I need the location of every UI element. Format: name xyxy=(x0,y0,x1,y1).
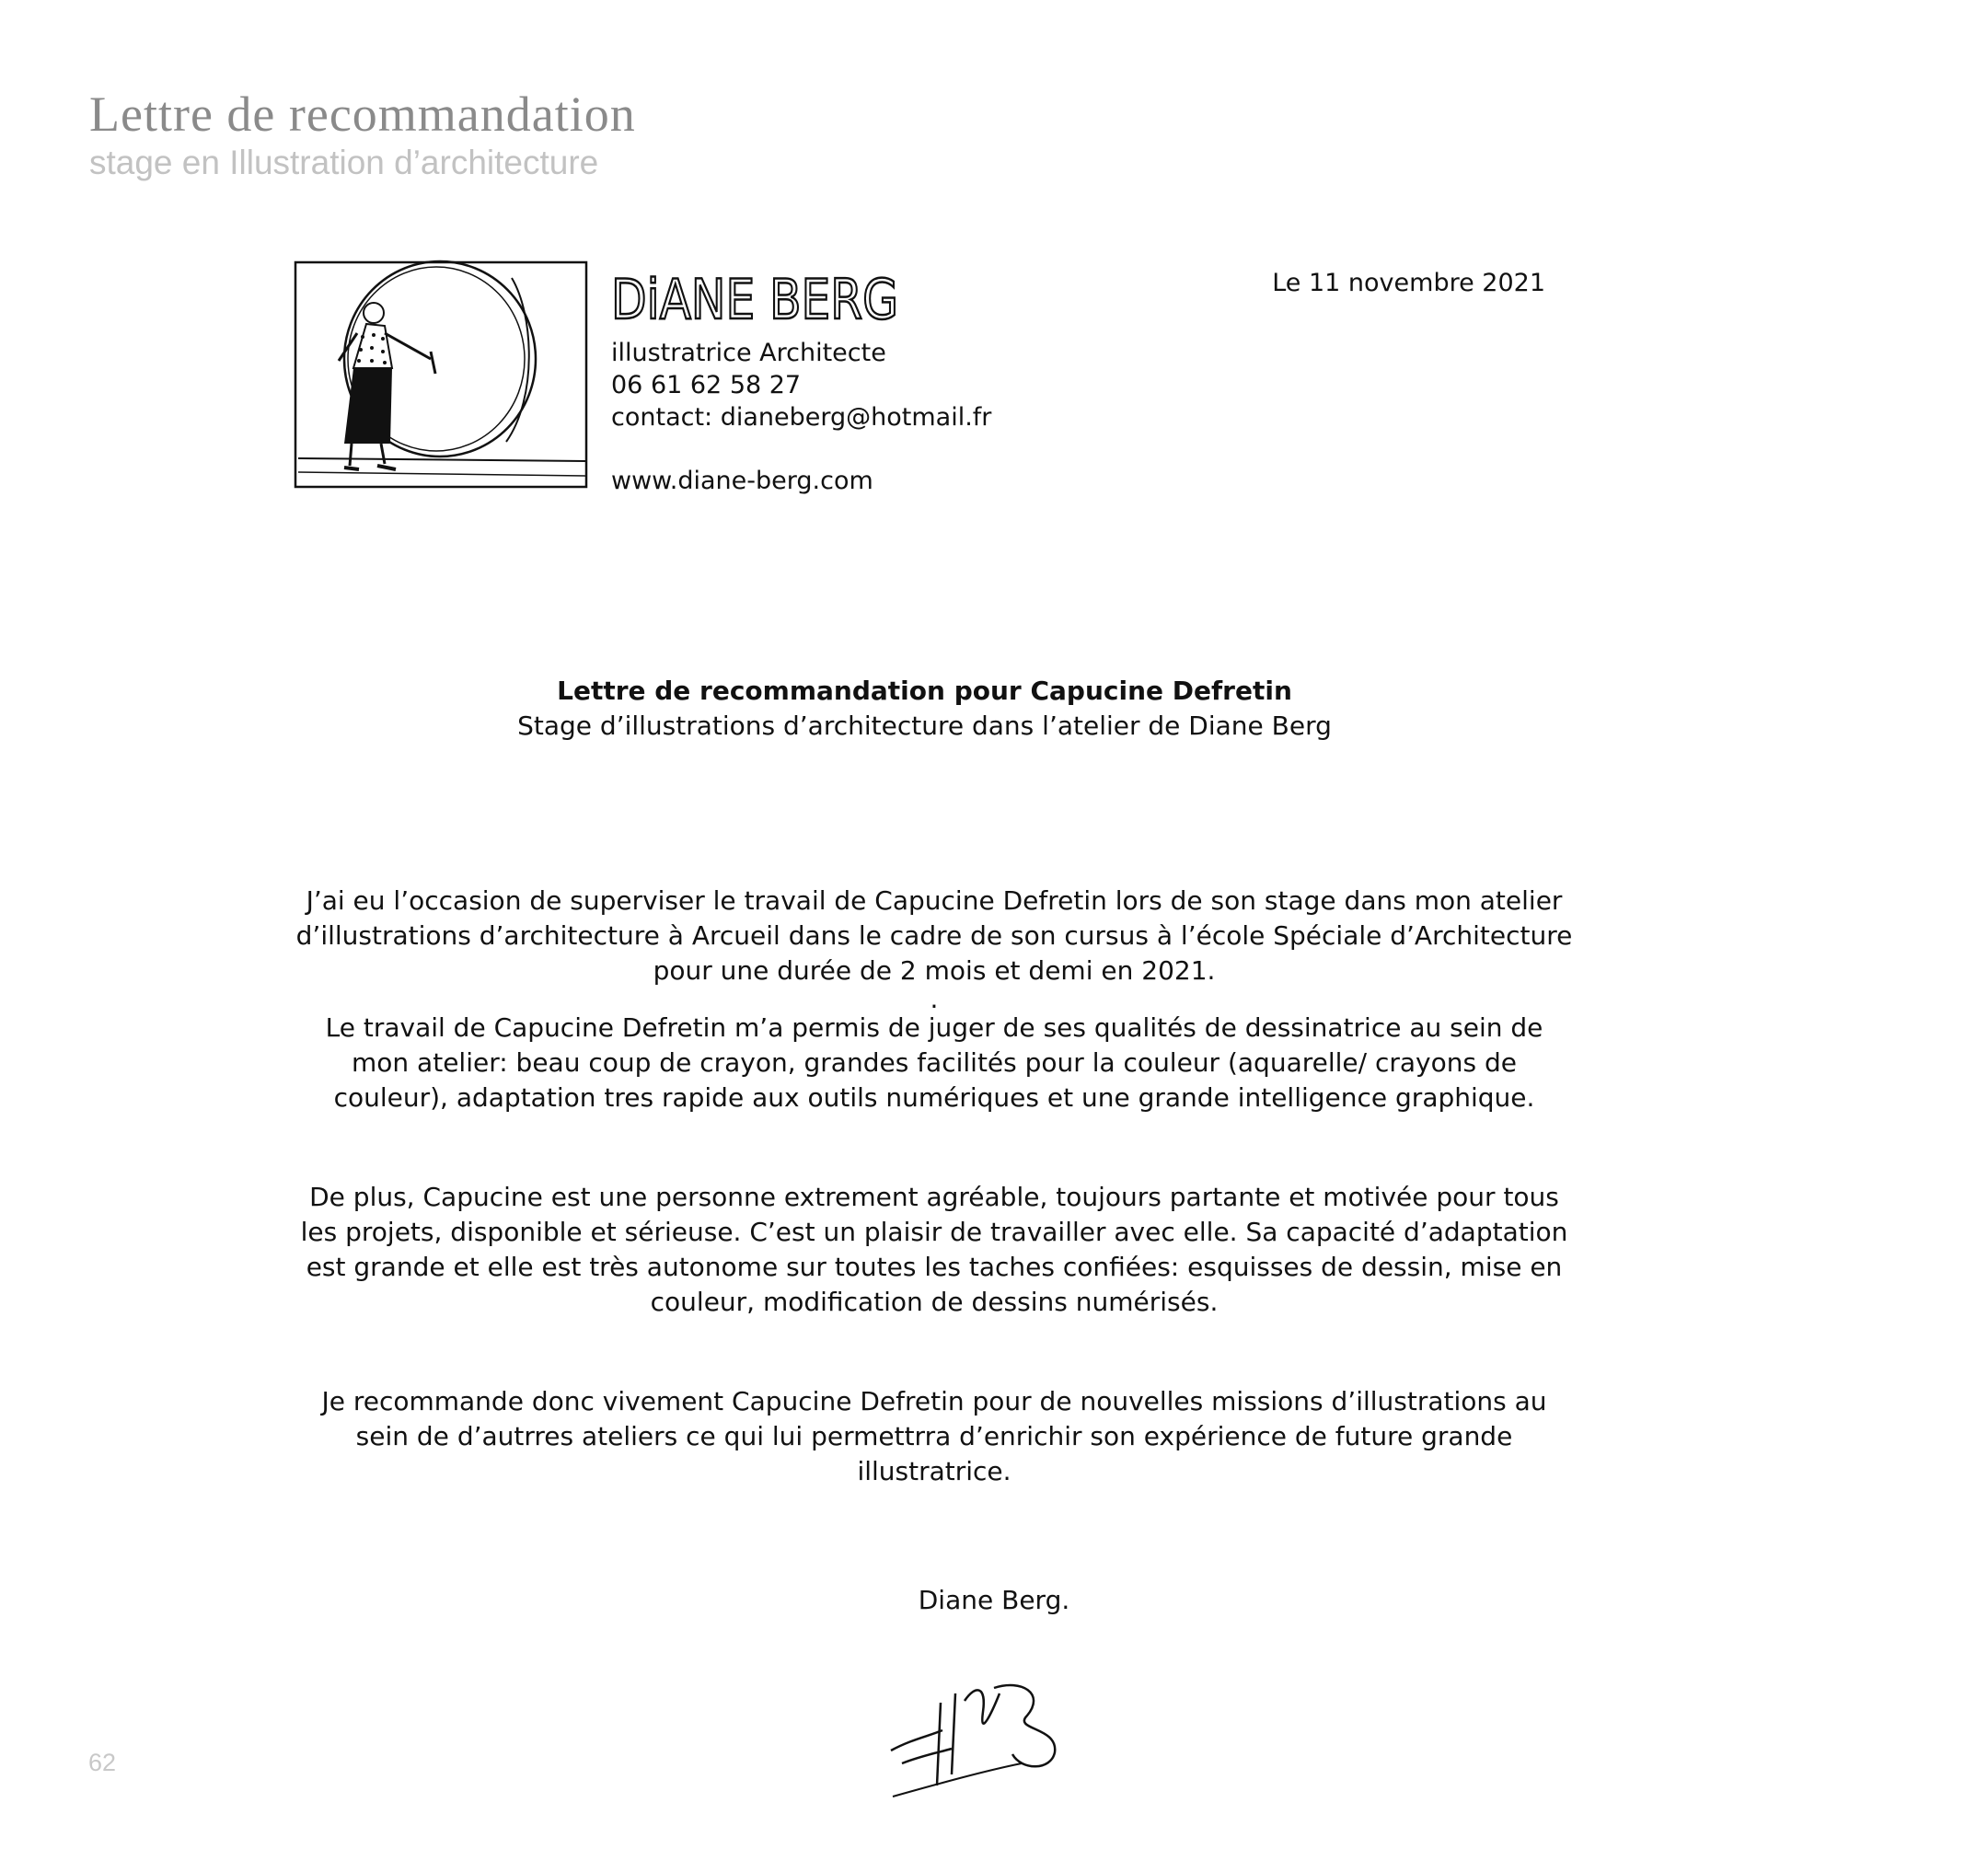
illustration-drawing xyxy=(293,260,589,491)
letter-subtitle: Stage d’illustrations d’architecture dans l’atelier de Diane Berg xyxy=(517,711,1332,741)
body-line: couleur, modification de dessins numérisés. xyxy=(650,1287,1219,1317)
letter-body xyxy=(276,884,1592,1489)
body-line: Je recommande donc vivement Capucine Defretin pour de nouvelles missions d’illustrations au xyxy=(321,1386,1547,1416)
letterhead xyxy=(293,260,1563,499)
page-header xyxy=(89,87,636,182)
body-line: couleur), adaptation tres rapide aux outils numériques et une grande intelligence graphique. xyxy=(333,1082,1535,1113)
page-subtitle: stage en Illustration d’architecture xyxy=(89,144,599,182)
signoff: Diane Berg. xyxy=(918,1585,1070,1615)
body-line: mon atelier: beau coup de crayon, grandes facilités pour la couleur (aquarelle/ crayons de xyxy=(352,1047,1517,1078)
contact-role: illustratrice Architecte xyxy=(611,339,886,367)
diane-berg-logo xyxy=(607,261,902,333)
body-paragraph-1 xyxy=(276,884,1592,988)
contact-email[interactable]: contact: dianeberg@hotmail.fr xyxy=(611,403,992,432)
body-line: sein de d’autrres ateliers ce qui lui permettrra d’enrichir son expérience de future grande xyxy=(355,1421,1513,1451)
handwritten-signature xyxy=(884,1675,1077,1804)
contact-website[interactable]: www.diane-berg.com xyxy=(611,467,873,495)
separator-dot: . xyxy=(930,984,939,1014)
body-line: est grande et elle est très autonome sur toutes les taches confiées: esquisses de dessin, mise en xyxy=(306,1252,1563,1282)
body-paragraph-2 xyxy=(276,1011,1592,1115)
contact-phone: 06 61 62 58 27 xyxy=(611,371,802,399)
page-title: Lettre de recommandation xyxy=(89,87,636,142)
body-line: De plus, Capucine est une personne extrement agréable, toujours partante et motivée pour tous xyxy=(309,1182,1559,1212)
letter-heading xyxy=(0,674,1849,744)
body-line: illustratrice. xyxy=(857,1456,1011,1486)
body-line: pour une durée de 2 mois et demi en 2021. xyxy=(653,955,1216,986)
letter-title: Lettre de recommandation pour Capucine Defretin xyxy=(557,676,1292,706)
body-paragraph-4 xyxy=(276,1384,1592,1489)
body-line: les projets, disponible et sérieuse. C’est un plaisir de travailler avec elle. Sa capacité d’adaptation xyxy=(300,1217,1568,1247)
letter-date: Le 11 novembre 2021 xyxy=(1272,269,1545,297)
logo-text: DiANE BERG xyxy=(611,268,898,332)
body-line: Le travail de Capucine Defretin m’a permis de juger de ses qualités de dessinatrice au sein de xyxy=(325,1012,1543,1043)
page-number: 62 xyxy=(88,1749,117,1776)
body-line: d’illustrations d’architecture à Arcueil dans le cadre de son cursus à l’école Spéciale d’Architecture xyxy=(295,920,1573,951)
body-paragraph-3 xyxy=(276,1180,1592,1320)
contact-block xyxy=(611,337,991,497)
body-line: J’ai eu l’occasion de superviser le travail de Capucine Defretin lors de son stage dans mon atelier xyxy=(306,885,1563,916)
